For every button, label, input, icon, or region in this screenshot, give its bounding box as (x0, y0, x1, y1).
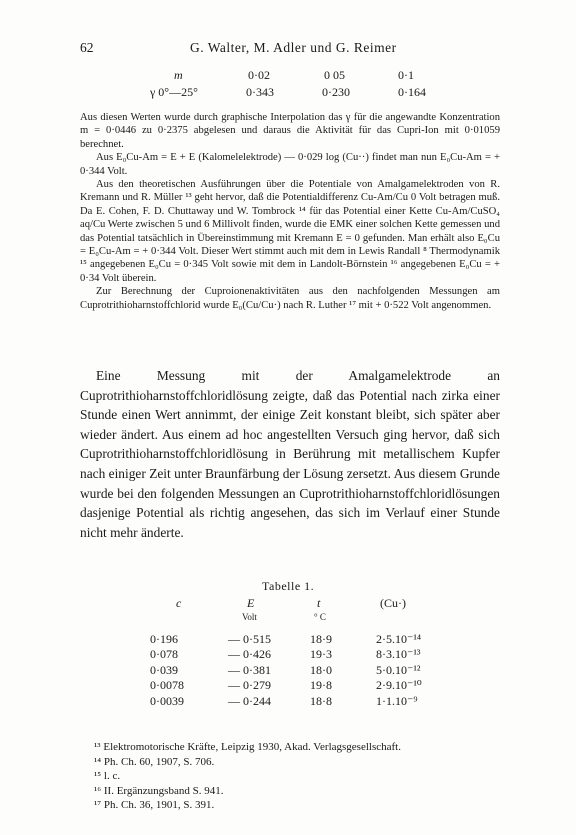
table-cell: 1·1.10⁻⁹ (376, 693, 418, 708)
footnote: ¹⁶ II. Ergänzungsband S. 941. (94, 784, 224, 797)
table-row (150, 663, 490, 679)
footnotes (94, 740, 401, 813)
column-header: c (176, 596, 182, 610)
column-header: (Cu·) (380, 596, 406, 610)
table-header-row (150, 596, 490, 612)
footnote: ¹⁵ l. c. (94, 770, 121, 783)
table-row (150, 632, 490, 648)
page-header (80, 40, 510, 58)
main-text-block (80, 366, 500, 542)
table-cell: 0 05 (324, 68, 345, 82)
page-number: 62 (80, 40, 94, 55)
table-cell: 19·3 (310, 647, 332, 661)
paragraph: Eine Messung mit der Amalgamelektrode an Cuprotrithioharnstoffchloridlösung zeigte, daß das Potential nach zirka einer Stunde einen Wert annimmt, der einige Zeit konstant bleibt, sich später aber wieder ändert. Aus einem ad hoc angestellten Versuch ging hervor, daß sich Cuprotrithioharnstoffchloridlösung in Berührung mit metallischem Kupfer nach einiger Zeit unter Braunfärbung der Lösung zersetzt. Aus diesem Grunde wurde bei den folgenden Messungen an Cuprotrithioharnstoffchloridlösungen dasjenige Potential als richtig angesehen, das sich im Verlauf einer Stunde nicht mehr änderte. (80, 368, 500, 540)
table-cell: 2·5.10⁻¹⁴ (376, 631, 422, 646)
unit-label: ° C (314, 611, 326, 622)
table-row (150, 647, 490, 663)
table-cell: 0·1 (398, 68, 414, 82)
table-cell: 19·8 (310, 678, 332, 692)
table-units-row (150, 612, 490, 626)
column-header: E (247, 596, 255, 610)
table-cell: — 0·244 (228, 693, 271, 708)
table-cell: 0·230 (322, 85, 350, 99)
table-cell: 0·078 (150, 647, 178, 661)
table-cell: 2·9.10⁻¹⁰ (376, 678, 422, 692)
table-cell: 0·039 (150, 662, 178, 677)
table-row (150, 694, 490, 710)
table-cell: 18·0 (310, 662, 332, 677)
table-cell: 0·343 (246, 85, 274, 99)
unit-label: Volt (242, 611, 257, 622)
paragraph: Aus den theoretischen Ausführungen über die Potentiale von Amalgamelektroden von R. Kremann und R. Müller ¹³ geht hervor, daß die Potentialdifferenz Cu-Am/Cu 0 Volt betragen muß. Da E. Cohen, F. D. Chuttaway und W. Tombrock ¹⁴ für das Potential einer Kette Cu-Am/CuSO₄ aq/Cu Werte zwischen 5 und 6 Millivolt finden, wurde die EMK einer solchen Kette gemessen und das Potential tatsächlich in Übereinstimmung mit Kremann E = 0 gefunden. Man erhält also E₀Cu = E₀Cu-Am = + 0·344 Volt. Dieser Wert stimmt auch mit dem in Lewis Randall ⁸ Thermodynamik ¹⁵ angegebenen E₀Cu = 0·345 Volt sowie mit dem in Landolt-Börnstein ¹⁶ angegebenen E₀Cu = + 0·34 Volt überein. (80, 179, 500, 284)
table-cell: 0·0078 (150, 678, 184, 692)
running-title: G. Walter, M. Adler und G. Reimer (190, 40, 397, 55)
paragraph: Aus E₀Cu-Am = E + E (Kalomelelektrode) — 0·029 log (Cu··) findet man nun E₀Cu-Am = + 0·344 Volt. (80, 152, 500, 177)
table-cell: γ 0°—25° (150, 85, 198, 99)
table-cell: 0·0039 (150, 693, 184, 708)
table-cell: 18·8 (310, 693, 332, 708)
table-caption: Tabelle 1. (262, 579, 315, 593)
table-row (150, 85, 470, 102)
footnote: ¹³ Elektromotorische Kräfte, Leipzig 1930, Akad. Verlagsgesellschaft. (94, 741, 401, 753)
table-cell: 8·3.10⁻¹³ (376, 647, 421, 661)
table-cell: m (174, 68, 183, 82)
table-cell: 5·0.10⁻¹² (376, 662, 421, 677)
table-cell: — 0·279 (228, 678, 271, 692)
table-cell: 0·196 (150, 631, 178, 646)
footnote: ¹⁴ Ph. Ch. 60, 1907, S. 706. (94, 755, 215, 768)
table-cell: 0·02 (248, 68, 270, 82)
table-cell: — 0·515 (228, 631, 271, 646)
table-cell: 18·9 (310, 631, 332, 646)
table-row (150, 68, 470, 85)
paragraph: Zur Berechnung der Cuproionenaktivitäten aus den nachfolgenden Messungen am Cuprotrithioharnstoffchlorid wurde E₀(Cu/Cu·) nach R. Luther ¹⁷ mit + 0·522 Volt angenommen. (80, 286, 500, 311)
measurement-table (150, 596, 490, 709)
table-cell: — 0·381 (228, 662, 271, 677)
activity-coefficient-table (150, 68, 470, 102)
table-cell: — 0·426 (228, 647, 271, 661)
table-row (150, 678, 490, 694)
footnote: ¹⁷ Ph. Ch. 36, 1901, S. 391. (94, 799, 215, 812)
paragraph: Aus diesen Werten wurde durch graphische Interpolation das γ für die angewandte Konzentration m = 0·0446 zu 0·2375 abgelesen und daraus die Aktivität für das Cupri-Ion mit 0·01059 berechnet. (80, 112, 500, 150)
column-header: t (317, 596, 321, 610)
small-text-block (80, 111, 500, 312)
table-cell: 0·164 (398, 85, 426, 99)
